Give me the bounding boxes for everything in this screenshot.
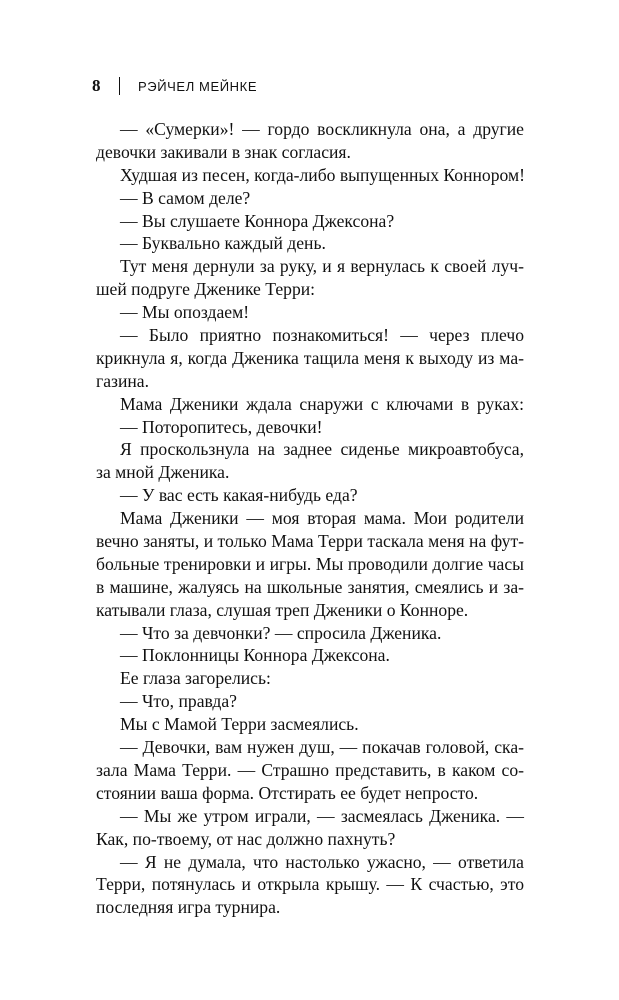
text-line: — Девочки, вам нужен душ, — покачав головой, ска-: [120, 737, 524, 758]
running-title: РЭЙЧЕЛ МЕЙНКЕ: [138, 78, 258, 94]
text-line: зала Мама Терри. — Страшно представить, в каком со-: [96, 759, 524, 780]
text-line: — Что, правда?: [120, 691, 237, 712]
text-line: — «Сумерки»! — гордо воскликнула она, а другие: [120, 119, 524, 139]
text-line: — Я не думала, что настолько ужасно, — ответила: [120, 851, 524, 872]
text-line: стоянии ваша форма. Отстирать ее будет непросто.: [96, 782, 479, 803]
text-line: Мама Дженики ждала снаружи с ключами в руках:: [120, 393, 524, 414]
text-line: Тут меня дернули за руку, и я вернулась к своей луч-: [120, 256, 524, 277]
text-line: — Мы же утром играли, — засмеялась Дженика. —: [120, 805, 524, 826]
text-line: девочки закивали в знак согласия.: [96, 141, 351, 162]
text-line: крикнула я, когда Дженика тащила меня к выходу из ма-: [96, 347, 524, 368]
header-divider: [119, 77, 121, 95]
text-line: шей подруге Дженике Терри:: [96, 279, 316, 300]
text-line: — Вы слушаете Коннора Джексона?: [120, 210, 395, 231]
text-line: — Буквально каждый день.: [120, 233, 326, 254]
text-line: Терри, потянулась и открыла крышу. — К счастью, это: [96, 874, 524, 895]
text-line: — Мы опоздаем!: [120, 302, 250, 323]
text-line: — Что за девчонки? — спросила Дженика.: [120, 622, 442, 643]
body-text: [96, 118, 524, 919]
page-number: 8: [92, 76, 101, 95]
text-line: — Поклонницы Коннора Джексона.: [120, 645, 390, 666]
text-line: — У вас есть какая-нибудь еда?: [120, 485, 358, 506]
page-header: [92, 76, 257, 96]
text-line: в машине, жалуясь на школьные занятия, смеялись и за-: [96, 576, 524, 597]
text-line: Мы с Мамой Терри засмеялись.: [120, 714, 359, 735]
text-line: Я проскользнула на заднее сиденье микроавтобуса,: [120, 439, 524, 460]
text-line: — Было приятно познакомиться! — через плечо: [120, 325, 524, 346]
text-line: Как, по-твоему, от нас должно пахнуть?: [96, 828, 396, 849]
text-line: — Поторопитесь, девочки!: [120, 416, 323, 437]
text-line: газина.: [96, 370, 150, 391]
text-line: катывали глаза, слушая треп Дженики о Конноре.: [96, 599, 469, 620]
text-line: больные тренировки и игры. Мы проводили долгие часы: [96, 553, 524, 574]
text-line: Худшая из песен, когда-либо выпущенных Коннором!: [120, 164, 525, 185]
text-line: — В самом деле?: [120, 187, 251, 208]
text-line: за мной Дженика.: [96, 462, 230, 483]
text-line: вечно заняты, и только Мама Терри таскала меня на фут-: [96, 531, 524, 552]
text-line: Ее глаза загорелись:: [120, 668, 271, 689]
text-line: последняя игра турнира.: [96, 897, 281, 918]
text-line: Мама Дженики — моя вторая мама. Мои родители: [120, 508, 524, 529]
